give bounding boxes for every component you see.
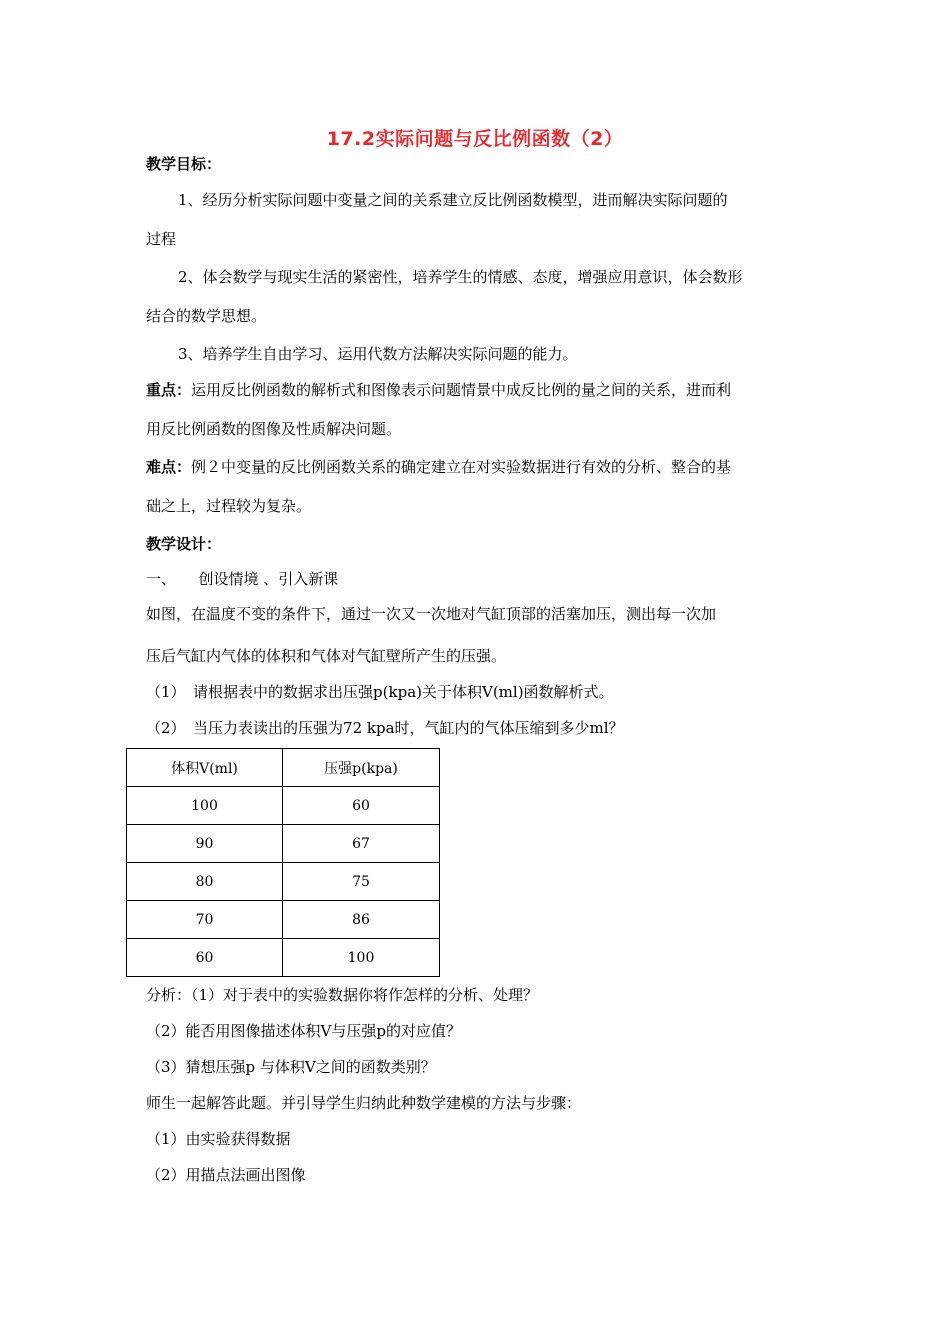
table-cell: 86 — [283, 901, 440, 939]
table-header-row — [127, 749, 440, 787]
objective-3: 3、培养学生自由学习、运用代数方法解决实际问题的能力。 — [178, 345, 578, 363]
section-1-heading: 一、 创设情境 、引入新课 — [146, 570, 339, 588]
table-cell: 67 — [283, 825, 440, 863]
difficulty-label: 难点： — [146, 458, 192, 476]
table-cell: 60 — [127, 939, 283, 977]
table-row — [127, 939, 440, 977]
analysis-1: 分析：（1）对于表中的实验数据你将作怎样的分析、处理？ — [146, 986, 539, 1004]
summary-line: 师生一起解答此题。并引导学生归纳此种数学建模的方法与步骤： — [146, 1094, 582, 1112]
step-1: （1）由实验获得数据 — [146, 1130, 291, 1148]
key-point-line-1 — [146, 380, 731, 400]
key-point-label: 重点： — [146, 381, 192, 399]
analysis-2: （2）能否用图像描述体积V与压强p的对应值？ — [146, 1022, 461, 1040]
objective-1-line-1: 1、经历分析实际问题中变量之间的关系建立反比例函数模型，进而解决实际问题的 — [178, 191, 728, 209]
intro-line-2: 压后气缸内气体的体积和气体对气缸壁所产生的压强。 — [146, 647, 507, 665]
table-cell: 80 — [127, 863, 283, 901]
table-header-cell: 体积V(ml) — [127, 749, 283, 787]
objective-2-line-1: 2、体会数学与现实生活的紧密性，培养学生的情感、态度，增强应用意识，体会数形 — [178, 268, 743, 286]
key-point-text: 运用反比例函数的解析式和图像表示问题情景中成反比例的量之间的关系，进而利 — [191, 381, 732, 399]
table-cell: 90 — [127, 825, 283, 863]
objective-2-line-2: 结合的数学思想。 — [146, 307, 267, 325]
page-title: 17.2实际问题与反比例函数（2） — [326, 128, 624, 150]
analysis-3: （3）猜想压强p 与体积V之间的函数类别？ — [146, 1058, 436, 1076]
design-heading: 教学设计： — [146, 535, 222, 553]
table-cell: 75 — [283, 863, 440, 901]
question-2: （2） 当压力表读出的压强为72 kpa时，气缸内的气体压缩到多少ml？ — [146, 719, 624, 737]
difficulty-line-1 — [146, 457, 731, 477]
table-cell: 100 — [127, 787, 283, 825]
key-point-line-2: 用反比例函数的图像及性质解决问题。 — [146, 420, 402, 438]
table-row — [127, 863, 440, 901]
difficulty-text: 例２中变量的反比例函数关系的确定建立在对实验数据进行有效的分析、整合的基 — [191, 458, 732, 476]
table-cell: 70 — [127, 901, 283, 939]
table-row — [127, 787, 440, 825]
data-table — [126, 748, 440, 977]
table-row — [127, 901, 440, 939]
objective-1-line-2: 过程 — [146, 230, 177, 248]
difficulty-line-2: 础之上，过程较为复杂。 — [146, 497, 312, 515]
intro-line-1: 如图，在温度不变的条件下，通过一次又一次地对气缸顶部的活塞加压，测出每一次加 — [146, 605, 717, 623]
step-2: （2）用描点法画出图像 — [146, 1166, 306, 1184]
table-header-cell: 压强p(kpa) — [283, 749, 440, 787]
table-row — [127, 825, 440, 863]
table-cell: 60 — [283, 787, 440, 825]
table-cell: 100 — [283, 939, 440, 977]
objectives-heading: 教学目标： — [146, 155, 222, 173]
question-1: （1） 请根据表中的数据求出压强p(kpa)关于体积V(ml)函数解析式。 — [146, 683, 614, 701]
